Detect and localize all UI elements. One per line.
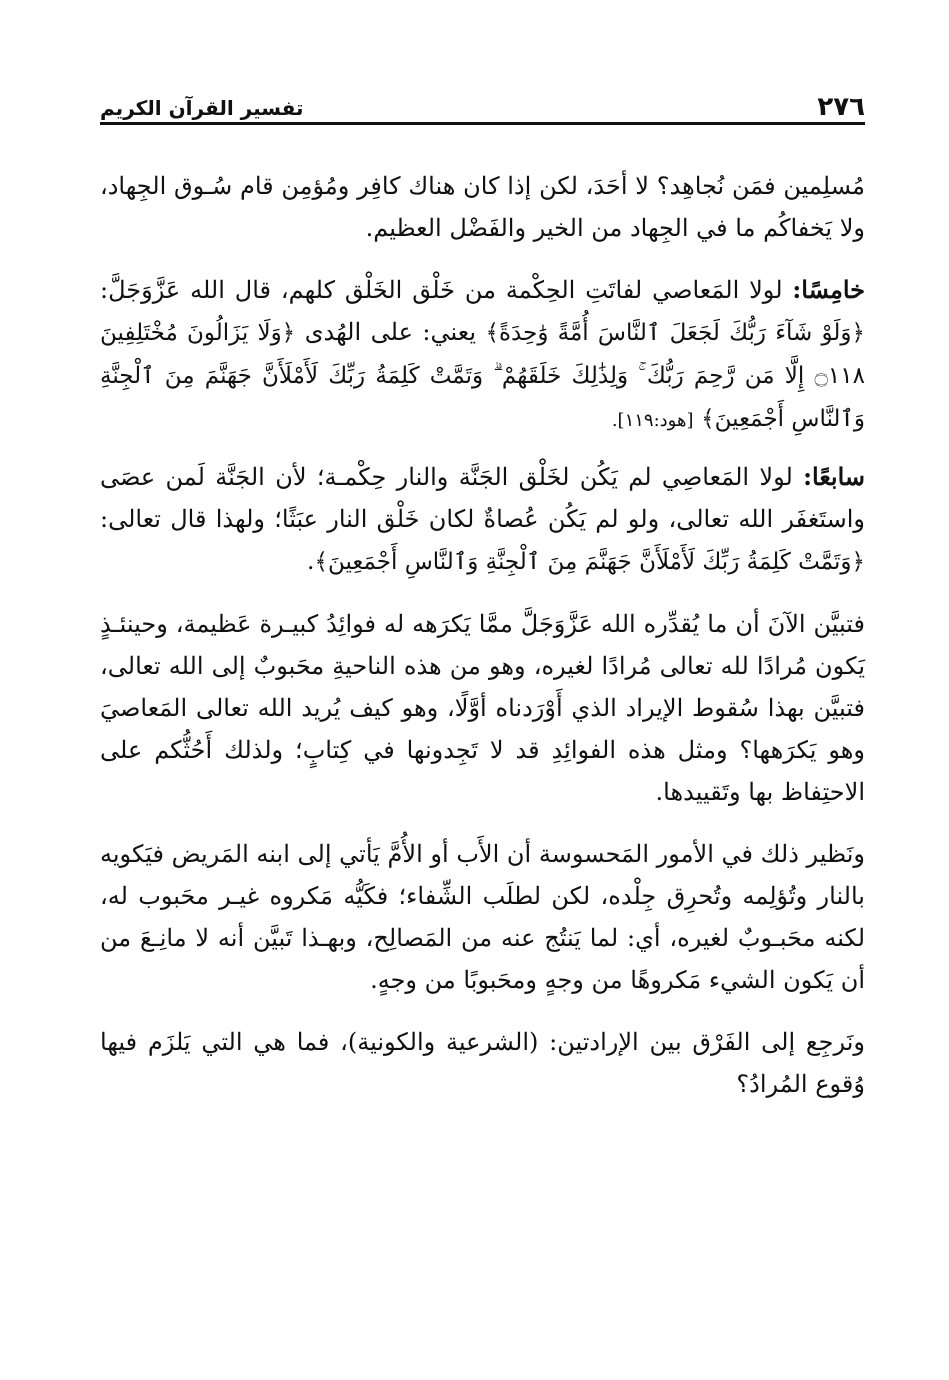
paragraph-text: ونَرجِع إلى الفَرْق بين الإرادتين: (الشرعية والكونية)، فما هي التي يَلزَم فيها وُقوع المُرادُ؟ [100, 1028, 866, 1098]
paragraph-text: لولا المَعاصي لفاتَتِ الحِكْمة من خَلْق الخَلْق كلهم، قال الله عَزَّوَجَلَّ: [100, 276, 783, 304]
page-number: ٢٧٦ [817, 92, 865, 122]
paragraph-text: لولا المَعاصِي لم يَكُن لخَلْق الجَنَّة والنار حِكْمـة؛ لأن الجَنَّة لَمن عصَى واستَغفَر الله تعالى، ولو لم يَكُن عُصاةٌ لكان خَلْق النار عبَثًا؛ ولهذا قال تعالى: [100, 463, 865, 533]
paragraph-two-wills [100, 1021, 865, 1105]
paragraph-fifth [100, 269, 865, 442]
paragraph-benefits [100, 603, 865, 813]
paragraph-text: ونَظير ذلك في الأمور المَحسوسة أن الأَب أو الأُمَّ يَأتي إلى ابنه المَريض فيَكويه بالنار وتُؤلِمه وتُحرِق جِلْده، لكن لطلَب الشِّفاء؛ فكَيُّه مَكروه غيـر محَبوب له، لكنه محَبـوبٌ لغيره، أي: لما يَنتُج عنه من المَصالِح، وبهـذا تَبيَّن أنه لا مانِـعَ من أن يَكون الشيء مَكروهًا من وجهٍ ومحَبوبًا من وجهٍ. [100, 840, 866, 994]
paragraph-text: فتبيَّن الآنَ أن ما يُقدِّره الله عَزَّوَجَلَّ ممَّا يَكرَهه له فوائِدُ كبيـرة عَظيمة، وحينئـذٍ يَكون مُرادًا لله تعالى مُرادًا لغيره، وهو من هذه الناحيةِ محَبوبٌ إلى الله تعالى، فتبيَّن بهذا سُقوط الإيراد الذي أَوْرَدناه أوَّلًا، وهو كيف يُريد الله تعالى المَعاصيَ وهو يَكرَهها؟ ومثل هذه الفوائِدِ قد لا تَجِدونها في كِتابٍ؛ ولذلك أَحُثُّكم على الاحتِفاظ بها وتَقييدها. [100, 610, 865, 806]
paragraph-analogy [100, 833, 865, 1001]
page-body [100, 165, 865, 1125]
book-title: تفسير القرآن الكريم [100, 96, 304, 120]
paragraph-text: يعني: على الهُدى [304, 318, 476, 346]
paragraph-lead: سابعًا: [803, 462, 865, 491]
paragraph-seventh [100, 456, 865, 583]
quran-verse: ﴿وَلَا يَزَالُونَ مُخْتَلِفِينَ ۝١١٨ إِلَّا مَن رَّحِمَ رَبُّكَ ۚ وَلِذَٰلِكَ خَلَقَهُمْ ۗ وَتَمَّتْ كَلِمَةُ رَبِّكَ لَأَمْلَأَنَّ جَهَنَّمَ مِنَ ٱلْجِنَّةِ وَٱلنَّاسِ أَجْمَعِينَ﴾ [100, 320, 865, 432]
paragraph-lead: خامِسًا: [792, 275, 865, 304]
quran-verse: ﴿وَلَوْ شَآءَ رَبُّكَ لَجَعَلَ ٱلنَّاسَ أُمَّةً وَٰحِدَةً﴾ [485, 320, 865, 346]
verse-reference: [هود:١١٩]. [611, 410, 694, 431]
paragraph-end: . [306, 547, 315, 575]
paragraph-text: مُسلِمين فمَن نُجاهِد؟ لا أحَدَ، لكن إذا كان هناك كافِر ومُؤمِن قام سُـوق الجِهاد، ولا يَخفاكُم ما في الجِهاد من الخير والفَضْل العظيم. [100, 172, 865, 242]
paragraph-jihad [100, 165, 865, 249]
header-rule [100, 122, 865, 125]
quran-verse: ﴿وَتَمَّتْ كَلِمَةُ رَبِّكَ لَأَمْلَأَنَّ جَهَنَّمَ مِنَ ٱلْجِنَّةِ وَٱلنَّاسِ أَجْمَعِينَ﴾ [314, 549, 865, 575]
